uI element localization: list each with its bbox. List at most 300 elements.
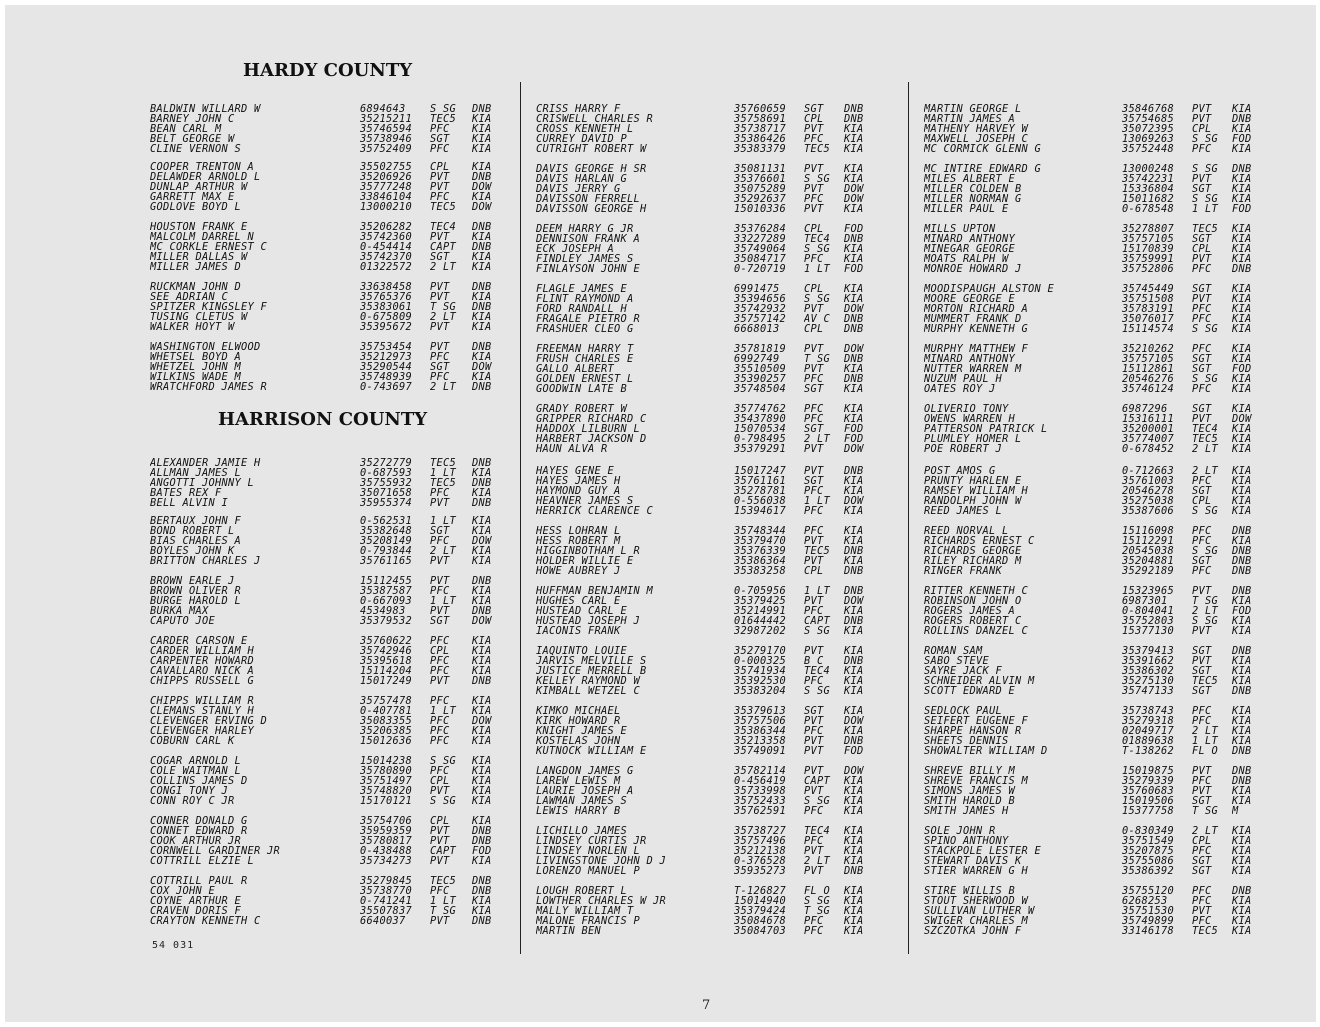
soldier-name: BELT GEORGE W [150,134,235,144]
status-code: KIA [1232,856,1252,866]
casualty-record [924,384,1272,394]
casualty-record [536,896,884,906]
soldier-name: GODLOVE BOYD L [150,202,241,212]
casualty-record [924,536,1272,546]
casualty-record [536,596,884,606]
rank: PVT [1192,786,1212,796]
rank: PFC [430,886,450,896]
status-code: KIA [844,896,864,906]
serial-number: 0-741241 [360,896,412,906]
rank: PVT [430,836,450,846]
soldier-name: DAVIS JERRY G [536,184,621,194]
serial-number: 35206926 [360,172,412,182]
rank: PFC [804,726,824,736]
status-code: DNB [472,104,492,114]
rank: S SG [804,294,830,304]
soldier-name: RILEY RICHARD M [924,556,1022,566]
rank: TEC5 [430,876,456,886]
serial-number: 0-830349 [1122,826,1174,836]
status-code: KIA [844,164,864,174]
casualty-record [536,786,884,796]
serial-number: 35755932 [360,478,412,488]
status-code: KIA [844,726,864,736]
status-code: DNB [472,606,492,616]
soldier-name: FRAGALE PIETRO R [536,314,640,324]
soldier-name: LORENZO MANUEL P [536,866,640,876]
rank: PVT [1192,586,1212,596]
serial-number: 15012636 [360,736,412,746]
soldier-name: HERRICK CLARENCE C [536,506,653,516]
record-group [924,344,1272,394]
casualty-record [924,414,1272,424]
serial-number: 35212973 [360,352,412,362]
rank: CPL [430,162,450,172]
rank: SGT [1192,856,1212,866]
soldier-name: KUTNOCK WILLIAM E [536,746,647,756]
casualty-record [924,304,1272,314]
serial-number: 35955374 [360,498,412,508]
serial-number: 35734273 [360,856,412,866]
status-code: FOD [844,746,864,756]
status-code: KIA [1232,846,1252,856]
rank: PVT [804,124,824,134]
status-code: DNB [844,104,864,114]
casualty-record [924,886,1272,896]
status-code: KIA [844,254,864,264]
rank: PVT [1192,174,1212,184]
rank: SGT [1192,686,1212,696]
casualty-record [150,114,512,124]
soldier-name: JARVIS MELVILLE S [536,656,647,666]
casualty-record [150,576,512,586]
casualty-record [536,304,884,314]
serial-number: 15014238 [360,756,412,766]
serial-number: 13000248 [1122,164,1174,174]
status-code: KIA [844,776,864,786]
status-code: DNB [472,342,492,352]
casualty-record [924,496,1272,506]
status-code: KIA [472,192,492,202]
soldier-name: NUZUM PAUL H [924,374,1002,384]
status-code: DNB [472,576,492,586]
serial-number: 0-720719 [734,264,786,274]
rank: 2 LT [430,382,456,392]
status-code: KIA [1232,616,1252,626]
rank: CPL [804,566,824,576]
casualty-record [150,498,512,508]
rank: PFC [430,372,450,382]
casualty-record [536,646,884,656]
serial-number: 35292189 [1122,566,1174,576]
rank: PFC [430,124,450,134]
status-code: DNB [1232,526,1252,536]
rank: SGT [430,526,450,536]
status-code: KIA [844,646,864,656]
serial-number: 6268253 [1122,896,1168,906]
rank: S SG [1192,164,1218,174]
serial-number: 35383204 [734,686,786,696]
serial-number: 35738717 [734,124,786,134]
casualty-record [150,162,512,172]
status-code: KIA [1232,104,1252,114]
rank: PFC [804,374,824,384]
rank: S SG [1192,324,1218,334]
serial-number: 13069263 [1122,134,1174,144]
rank: B C [804,656,824,666]
serial-number: 35391662 [1122,656,1174,666]
serial-number: 35757478 [360,696,412,706]
status-code: DNB [472,302,492,312]
status-code: KIA [844,826,864,836]
soldier-name: SIMONS JAMES W [924,786,1015,796]
casualty-record [924,234,1272,244]
soldier-name: LAURIE JOSEPH A [536,786,634,796]
serial-number: 35760659 [734,104,786,114]
serial-number: 15116098 [1122,526,1174,536]
casualty-record [924,736,1272,746]
casualty-record [150,716,512,726]
serial-number: 35383258 [734,566,786,576]
rank: CPL [430,646,450,656]
casualty-record [536,344,884,354]
soldier-name: CAVALLARO NICK A [150,666,254,676]
serial-number: 0-743697 [360,382,412,392]
soldier-name: STOUT SHERWOOD W [924,896,1028,906]
status-code: KIA [1232,536,1252,546]
soldier-name: RICHARDS ERNEST C [924,536,1035,546]
serial-number: T-126827 [734,886,786,896]
serial-number: 15014940 [734,896,786,906]
casualty-record [924,846,1272,856]
casualty-record [536,164,884,174]
soldier-name: MONROE HOWARD J [924,264,1022,274]
status-code: DNB [472,282,492,292]
serial-number: 01889638 [1122,736,1174,746]
status-code: KIA [1232,304,1252,314]
casualty-record [536,124,884,134]
casualty-record [536,666,884,676]
serial-number: 0-804041 [1122,606,1174,616]
serial-number: 35210262 [1122,344,1174,354]
rank: SGT [1192,556,1212,566]
serial-number: 35746124 [1122,384,1174,394]
serial-number: 35279318 [1122,716,1174,726]
serial-number: 32987202 [734,626,786,636]
rank: PFC [1192,536,1212,546]
serial-number: 35279339 [1122,776,1174,786]
rank: TEC4 [804,826,830,836]
soldier-name: ROGERS JAMES A [924,606,1015,616]
serial-number: 35751508 [1122,294,1174,304]
casualty-record [536,746,884,756]
soldier-name: LOUGH ROBERT L [536,886,627,896]
soldier-name: TUSING CLETUS W [150,312,248,322]
rank: T SG [804,354,830,364]
record-group [924,886,1272,936]
casualty-record [150,636,512,646]
soldier-name: GOLDEN ERNEST L [536,374,634,384]
serial-number: 6987301 [1122,596,1168,606]
soldier-name: HOUSTON FRANK E [150,222,248,232]
casualty-record [150,282,512,292]
status-code: KIA [1232,374,1252,384]
serial-number: 35275130 [1122,676,1174,686]
status-code: KIA [1232,836,1252,846]
serial-number: 35437890 [734,414,786,424]
casualty-record [150,796,512,806]
soldier-name: MINEGAR GEORGE [924,244,1015,254]
soldier-name: BIAS CHARLES A [150,536,241,546]
serial-number: 35749091 [734,746,786,756]
serial-number: 35747133 [1122,686,1174,696]
soldier-name: SPITZER KINGSLEY F [150,302,267,312]
serial-number: 35394656 [734,294,786,304]
soldier-name: OLIVERIO TONY [924,404,1009,414]
serial-number: 35742932 [734,304,786,314]
rank: S SG [430,796,456,806]
status-code: KIA [472,352,492,362]
casualty-record [924,314,1272,324]
status-code: DNB [1232,886,1252,896]
status-code: KIA [1232,866,1252,876]
serial-number: 0-712663 [1122,466,1174,476]
status-code: KIA [844,174,864,184]
status-code: DNB [1232,264,1252,274]
soldier-name: HAYES JAMES H [536,476,621,486]
serial-number: 0-678548 [1122,204,1174,214]
serial-number: 35379425 [734,596,786,606]
rank: T SG [430,906,456,916]
serial-number: 35214991 [734,606,786,616]
casualty-record [536,384,884,394]
casualty-record [924,174,1272,184]
serial-number: 15019875 [1122,766,1174,776]
serial-number: 35386364 [734,556,786,566]
soldier-name: HIGGINBOTHAM L R [536,546,640,556]
rank: PFC [1192,264,1212,274]
rank: S SG [804,686,830,696]
status-code: KIA [1232,706,1252,716]
status-code: FOD [844,264,864,274]
column-divider [908,82,909,954]
soldier-name: MOATS RALPH W [924,254,1009,264]
status-code: KIA [472,596,492,606]
soldier-name: HUGHES CARL E [536,596,621,606]
rank: PFC [804,836,824,846]
rank: PVT [804,786,824,796]
soldier-name: CONN ROY C JR [150,796,235,806]
serial-number: 0-675809 [360,312,412,322]
serial-number: 35071658 [360,488,412,498]
soldier-name: HADDOX LILBURN L [536,424,640,434]
rank: 2 LT [804,434,830,444]
serial-number: 35752806 [1122,264,1174,274]
casualty-record [924,686,1272,696]
rank: PFC [804,606,824,616]
casualty-record [536,114,884,124]
soldier-name: BOND ROBERT L [150,526,235,536]
record-group [536,344,884,394]
casualty-record [150,242,512,252]
serial-number: 35752803 [1122,616,1174,626]
casualty-record [150,896,512,906]
casualty-record [150,676,512,686]
casualty-record [150,666,512,676]
status-code: KIA [844,486,864,496]
serial-number: 35208149 [360,536,412,546]
rank: SGT [1192,364,1212,374]
rank: PFC [804,194,824,204]
soldier-name: BATES REX F [150,488,222,498]
casualty-record [536,806,884,816]
rank: TEC4 [804,666,830,676]
status-code: KIA [1232,434,1252,444]
soldier-name: BOYLES JOHN K [150,546,235,556]
casualty-record [150,776,512,786]
casualty-record [150,766,512,776]
casualty-record [536,826,884,836]
status-code: KIA [472,586,492,596]
serial-number: 0-556038 [734,496,786,506]
rank: PVT [430,556,450,566]
status-code: DNB [472,498,492,508]
rank: TEC5 [1192,926,1218,936]
status-code: DOW [844,194,864,204]
serial-number: 35072395 [1122,124,1174,134]
serial-number: 35782114 [734,766,786,776]
status-code: KIA [1232,424,1252,434]
status-code: DNB [1232,556,1252,566]
status-code: FOD [1232,204,1252,214]
soldier-name: BALDWIN WILLARD W [150,104,261,114]
status-code: KIA [1232,666,1252,676]
soldier-name: MOORE GEORGE E [924,294,1015,304]
serial-number: 13000210 [360,202,412,212]
rank: PFC [430,536,450,546]
rank: PVT [430,342,450,352]
serial-number: 35207875 [1122,846,1174,856]
soldier-name: MILES ALBERT E [924,174,1015,184]
status-code: DNB [844,374,864,384]
status-code: KIA [1232,184,1252,194]
record-group [150,636,512,686]
rank: SGT [430,362,450,372]
soldier-name: BROWN OLIVER R [150,586,241,596]
serial-number: 35757142 [734,314,786,324]
casualty-record [536,204,884,214]
casualty-record [536,144,884,154]
rank: S SG [430,104,456,114]
casualty-record [536,886,884,896]
casualty-record [150,382,512,392]
status-code: DNB [1232,686,1252,696]
rank: PFC [430,144,450,154]
soldier-name: CORNWELL GARDINER JR [150,846,280,856]
casualty-record [536,486,884,496]
status-code: KIA [1232,786,1252,796]
rank: T SG [1192,596,1218,606]
soldier-name: CURREY DAVID P [536,134,627,144]
status-code: DNB [844,566,864,576]
rank: SGT [1192,404,1212,414]
serial-number: 35742231 [1122,174,1174,184]
serial-number: 6991475 [734,284,780,294]
serial-number: 35200001 [1122,424,1174,434]
serial-number: 35748939 [360,372,412,382]
serial-number: 35076017 [1122,314,1174,324]
serial-number: 6992749 [734,354,780,364]
casualty-record [924,134,1272,144]
serial-number: 01322572 [360,262,412,272]
serial-number: 15017247 [734,466,786,476]
casualty-record [150,856,512,866]
soldier-name: MC CORKLE ERNEST C [150,242,267,252]
record-group [150,876,512,926]
soldier-name: MILLER JAMES D [150,262,241,272]
serial-number: 33146178 [1122,926,1174,936]
rank: PFC [1192,344,1212,354]
soldier-name: LEWIS HARRY B [536,806,621,816]
serial-number: 35748820 [360,786,412,796]
serial-number: 35376339 [734,546,786,556]
casualty-record [150,252,512,262]
soldier-name: RICHARDS GEORGE [924,546,1022,556]
soldier-name: FLINT RAYMOND A [536,294,634,304]
soldier-name: COX JOHN E [150,886,215,896]
soldier-name: DEEM HARRY G JR [536,224,634,234]
casualty-record [924,444,1272,454]
rank: PVT [804,184,824,194]
casualty-record [536,836,884,846]
serial-number: 35762591 [734,806,786,816]
rank: SGT [1192,284,1212,294]
serial-number: 6668013 [734,324,780,334]
serial-number: 35075289 [734,184,786,194]
soldier-name: OATES ROY J [924,384,996,394]
serial-number: 15010336 [734,204,786,214]
status-code: DOW [844,596,864,606]
rank: PVT [1192,906,1212,916]
soldier-name: CLEMANS STANLY H [150,706,254,716]
rank: PFC [430,736,450,746]
casualty-record [150,826,512,836]
casualty-record [150,488,512,498]
status-code: KIA [472,232,492,242]
status-code: DNB [844,314,864,324]
soldier-name: MALLY WILLIAM T [536,906,634,916]
serial-number: 35757105 [1122,234,1174,244]
status-code: DNB [472,478,492,488]
soldier-name: COLE WAITMAN L [150,766,241,776]
status-code: KIA [472,646,492,656]
rank: PVT [804,736,824,746]
soldier-name: GOODWIN LATE B [536,384,627,394]
serial-number: 35379424 [734,906,786,916]
status-code: DOW [844,184,864,194]
rank: PFC [430,696,450,706]
serial-number: 6640037 [360,916,406,926]
rank: PFC [430,488,450,498]
serial-number: 15316111 [1122,414,1174,424]
serial-number: 01644442 [734,616,786,626]
rank: PFC [430,726,450,736]
serial-number: 35278781 [734,486,786,496]
status-code: KIA [844,556,864,566]
soldier-name: DAVISSON GEORGE H [536,204,647,214]
casualty-record [150,586,512,596]
serial-number: 35382648 [360,526,412,536]
casualty-record [150,536,512,546]
